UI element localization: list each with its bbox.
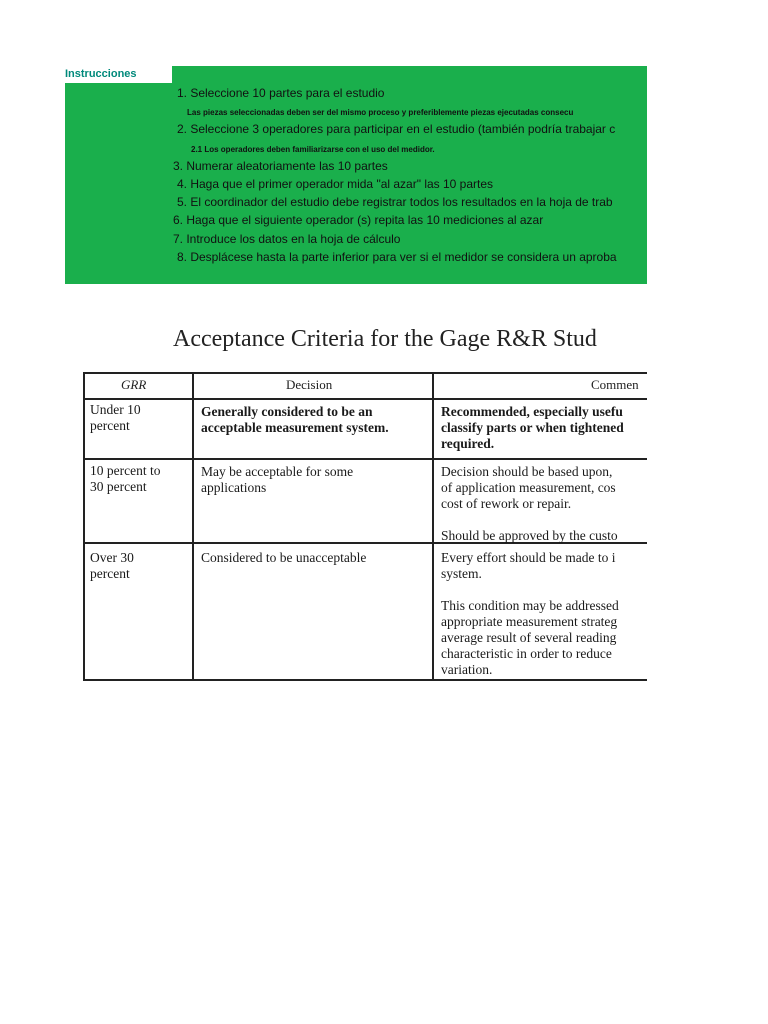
instruction-line-5: 5. El coordinador del estudio debe registrar todos los resultados en la hoja de trab (177, 195, 613, 209)
instruction-line-8: 8. Desplácese hasta la parte inferior para ver si el medidor se considera un aproba (177, 250, 617, 264)
row2-grr: 10 percent to 30 percent (90, 463, 161, 494)
header-grr: GRR (121, 377, 147, 392)
table-rule-row1 (83, 458, 647, 460)
table-rule-bottom (83, 679, 647, 681)
table-rule-col2 (432, 372, 434, 680)
acceptance-title: Acceptance Criteria for the Gage R&R Stud (173, 326, 597, 352)
row1-grr: Under 10 percent (90, 402, 141, 433)
acceptance-table (83, 372, 647, 680)
instruction-line-3: 3. Numerar aleatoriamente las 10 partes (173, 159, 388, 173)
row3-decision: Considered to be unacceptable (201, 550, 367, 565)
instruction-line-2-note: 2.1 Los operadores deben familiarizarse con el uso del medidor. (191, 145, 435, 154)
row1-decision: Generally considered to be an acceptable measurement system. (201, 404, 389, 435)
row2-comment: Decision should be based upon, of application measurement, cos cost of rework or repair. Should be approved by the custo (441, 464, 618, 543)
table-rule-header (83, 398, 647, 400)
instruction-line-7: 7. Introduce los datos en la hoja de cálculo (173, 232, 401, 246)
instruction-line-2: 2. Seleccione 3 operadores para participar en el estudio (también podría trabajar c (177, 122, 616, 136)
table-rule-left (83, 372, 85, 680)
instructions-label: Instrucciones (65, 67, 171, 83)
row1-comment: Recommended, especially usefu classify parts or when tightened required. (441, 404, 624, 451)
instructions-panel (65, 66, 647, 284)
row3-grr: Over 30 percent (90, 550, 134, 581)
instruction-line-4: 4. Haga que el primer operador mida "al azar" las 10 partes (177, 177, 494, 191)
instruction-line-1: 1. Seleccione 10 partes para el estudio (177, 86, 385, 100)
row3-comment: Every effort should be made to i system. This condition may be addressed appropriate measurement strateg average result of several reading characteristic in order to reduce variation. (441, 550, 619, 677)
acceptance-criteria-figure (0, 300, 647, 700)
instruction-line-1-note: Las piezas seleccionadas deben ser del mismo proceso y preferiblemente piezas ejecutadas consecu (187, 108, 574, 117)
header-decision: Decision (286, 377, 333, 392)
row2-decision: May be acceptable for some applications (201, 464, 354, 495)
table-rule-top (83, 372, 647, 374)
instruction-line-6: 6. Haga que el siguiente operador (s) repita las 10 mediciones al azar (173, 213, 544, 227)
table-rule-col1 (192, 372, 194, 680)
header-comments: Commen (591, 377, 639, 392)
